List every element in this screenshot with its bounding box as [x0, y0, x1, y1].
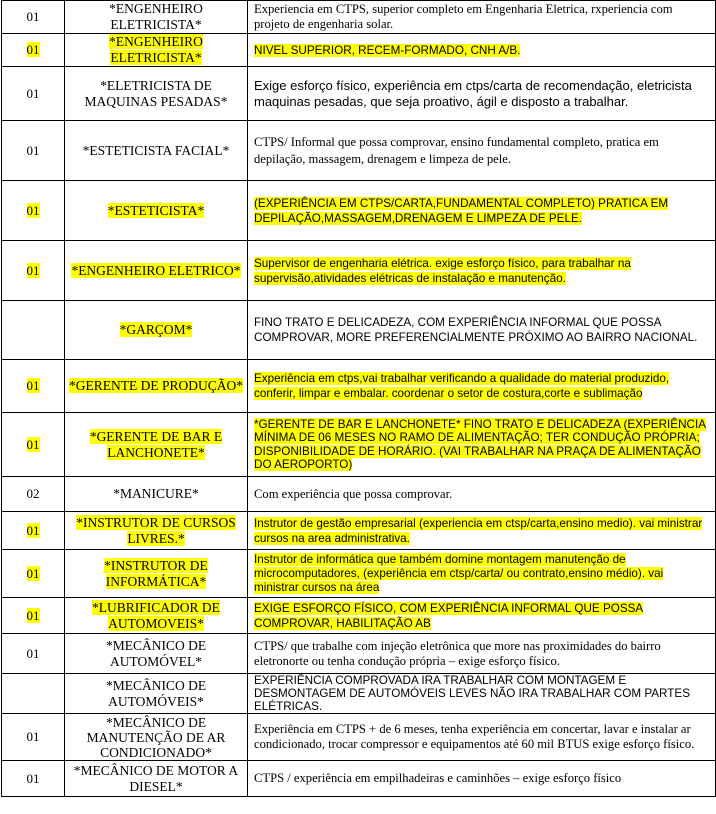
quantity-cell: 01: [2, 67, 65, 121]
table-row: [2, 714, 716, 761]
table-row: [2, 512, 716, 550]
table-row: [2, 121, 716, 181]
table-row: [2, 674, 716, 714]
role-cell: *INSTRUTOR DE INFORMÁTICA*: [65, 550, 248, 598]
table-row: [2, 301, 716, 360]
quantity-cell: 01: [2, 413, 65, 477]
quantity-cell: 01: [2, 550, 65, 598]
role-cell: *MANICURE*: [65, 477, 248, 512]
quantity-cell: 01: [2, 34, 65, 67]
role-cell: *ENGENHEIRO ELETRICO*: [65, 241, 248, 301]
role-cell: *ENGENHEIRO ELETRICISTA*: [65, 1, 248, 34]
table-row: [2, 413, 716, 477]
role-cell: *MECÂNICO DE AUTOMÓVEIS*: [65, 674, 248, 714]
role-cell: *ENGENHEIRO ELETRICISTA*: [65, 34, 248, 67]
quantity-cell: 01: [2, 512, 65, 550]
description-cell: CTPS/ Informal que possa comprovar, ensino fundamental completo, pratica em depilação, massagem, drenagem e limpeza de pele.: [248, 121, 716, 181]
quantity-cell: 02: [2, 477, 65, 512]
description-cell: CTPS / experiência em empilhadeiras e caminhões – exige esforço físico: [248, 761, 716, 797]
description-cell: (EXPERIÊNCIA EM CTPS/CARTA,FUNDAMENTAL COMPLETO) PRATICA EM DEPILAÇÃO,MASSAGEM,DRENAGEM E LIMPEZA DE PELE.: [248, 181, 716, 241]
description-cell: Exige esforço físico, experiência em ctps/carta de recomendação, eletricista maquinas pesadas, que seja proativo, ágil e disposto a trabalhar.: [248, 67, 716, 121]
description-cell: Com experiência que possa comprovar.: [248, 477, 716, 512]
table-row: [2, 1, 716, 34]
table-row: [2, 360, 716, 413]
description-cell: EXIGE ESFORÇO FÍSICO, COM EXPERIÊNCIA INFORMAL QUE POSSA COMPROVAR, HABILITAÇÃO AB: [248, 598, 716, 634]
table-row: [2, 67, 716, 121]
description-cell: Experiência em CTPS + de 6 meses, tenha experiência em concertar, lavar e instalar ar condicionado, trocar compressor e equipamentos até 60 mil BTUS exige esforço físico.: [248, 714, 716, 761]
job-listings-body: [2, 1, 716, 797]
description-cell: FINO TRATO E DELICADEZA, COM EXPERIÊNCIA INFORMAL QUE POSSA COMPROVAR, MORE PREFERENCIALMENTE PRÓXIMO AO BAIRRO NACIONAL.: [248, 301, 716, 360]
role-cell: *MECÂNICO DE AUTOMÓVEL*: [65, 634, 248, 674]
description-cell: EXPERIÊNCIA COMPROVADA IRA TRABALHAR COM MONTAGEM E DESMONTAGEM DE AUTOMÓVEIS LEVES NÃO IRA TRABALHAR COM PARTES ELÉTRICAS.: [248, 674, 716, 714]
description-cell: Instrutor de gestão empresarial (experiencia em ctsp/carta,ensino medio). vai ministrar cursos na area administrativa.: [248, 512, 716, 550]
table-row: [2, 761, 716, 797]
role-cell: *MECÂNICO DE MOTOR A DIESEL*: [65, 761, 248, 797]
role-cell: *GERENTE DE PRODUÇÃO*: [65, 360, 248, 413]
table-row: [2, 181, 716, 241]
quantity-cell: 01: [2, 181, 65, 241]
role-cell: *GERENTE DE BAR E LANCHONETE*: [65, 413, 248, 477]
quantity-cell: 01: [2, 714, 65, 761]
job-listings-table: [1, 0, 716, 797]
role-cell: *LUBRIFICADOR DE AUTOMOVEIS*: [65, 598, 248, 634]
table-row: [2, 550, 716, 598]
role-cell: *INSTRUTOR DE CURSOS LIVRES.*: [65, 512, 248, 550]
table-row: [2, 598, 716, 634]
table-row: [2, 477, 716, 512]
description-cell: Supervisor de engenharia elétrica. exige esforço físico, para trabalhar na supervisão,atividades elétricas de instalação e manutenção.: [248, 241, 716, 301]
description-cell: Experiência em ctps,vai trabalhar verificando a qualidade do material produzido, conferir, limpar e embalar. coordenar o setor de costura,corte e sublimação: [248, 360, 716, 413]
role-cell: *GARÇOM*: [65, 301, 248, 360]
role-cell: *ESTETICISTA FACIAL*: [65, 121, 248, 181]
quantity-cell: [2, 674, 65, 714]
quantity-cell: 01: [2, 360, 65, 413]
description-cell: Experiencia em CTPS, superior completo em Engenharia Eletrica, rxperiencia com projeto de engenharia solar.: [248, 1, 716, 34]
role-cell: *ESTETICISTA*: [65, 181, 248, 241]
quantity-cell: 01: [2, 634, 65, 674]
description-cell: NIVEL SUPERIOR, RECEM-FORMADO, CNH A/B.: [248, 34, 716, 67]
quantity-cell: 01: [2, 761, 65, 797]
quantity-cell: [2, 301, 65, 360]
quantity-cell: 01: [2, 598, 65, 634]
quantity-cell: 01: [2, 121, 65, 181]
role-cell: *MECÂNICO DE MANUTENÇÃO DE AR CONDICIONADO*: [65, 714, 248, 761]
table-row: [2, 634, 716, 674]
description-cell: Instrutor de informática que também domine montagem manutenção de microcomputadores, (experiência em ctsp/carta/ ou contrato,ensino médio). vai ministrar cursos na área: [248, 550, 716, 598]
role-cell: *ELETRICISTA DE MAQUINAS PESADAS*: [65, 67, 248, 121]
table-row: [2, 34, 716, 67]
description-cell: CTPS/ que trabalhe com injeção eletrônica que more nas proximidades do bairro eletronorte ou tenha condução própria – exige esforço físico.: [248, 634, 716, 674]
quantity-cell: 01: [2, 241, 65, 301]
description-cell: *GERENTE DE BAR E LANCHONETE* FINO TRATO E DELICADEZA (EXPERIÊNCIA MÍNIMA DE 06 MESES NO RAMO DE ALIMENTAÇÃO; TER CONDUÇÃO PRÓPRIA; DISPONIBILIDADE DE HORÁRIO. (VAI TRABALHAR NA PRAÇA DE ALIMENTAÇÃO DO AEROPORTO): [248, 413, 716, 477]
quantity-cell: 01: [2, 1, 65, 34]
table-row: [2, 241, 716, 301]
